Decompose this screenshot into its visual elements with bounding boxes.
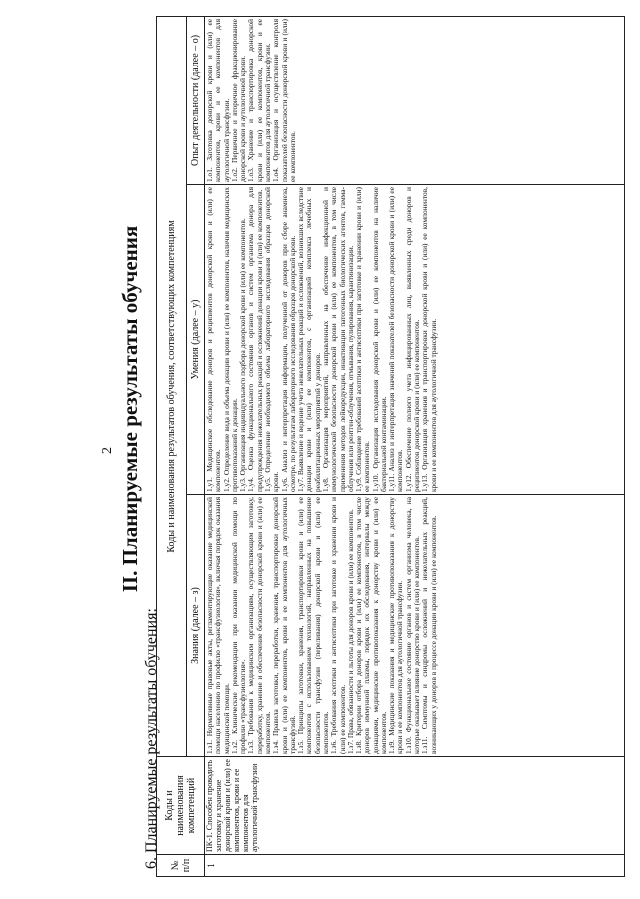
skill-item: 1.у13. Организация хранения и транспортировки донорской крови и (или) ее компонентов, крови и ее компонентов для аутологичной трансфузии. xyxy=(420,187,438,492)
skill-item: 1.у6. Анализ и интерпретация информации, полученной от доноров при сборе анамнеза, осмотре, по результатам лабораторного исследования образцов донорской крови. xyxy=(279,187,297,492)
header-competence-codes: Коды и наименования компетенций xyxy=(157,757,205,855)
header-knowledge: Знания (далее – з) xyxy=(187,495,205,757)
knowledge-item: 1.з11. Симптомы и синдромы осложнений и нежелательных реакций, возникающих у доноров в процессе донации крови и (или) ее компонентов. xyxy=(420,497,438,754)
learning-outcomes-table xyxy=(156,16,625,877)
skill-item: 1.у7. Выявление и ведение учета нежелательных реакций и осложнений, возникших вследствие донации крови и (или) ее компонентов, с организацией комплекса лечебных и реабилитационных мероприятий у доноров. xyxy=(296,187,322,492)
skill-item: 1.у3. Организация индивидуального подбора донорской крови и (или) ее компонентов. xyxy=(238,218,248,492)
skill-item: 1.у11. Анализ и интерпретация значений показателей безопасности донорской крови и (или) ее компонентов. xyxy=(387,187,405,492)
skill-item: 1.у10. Организация исследования донорской крови и (или) ее компонентов на наличие бактериальной контаминации. xyxy=(370,187,388,492)
subsection-title: 6. Планируемые результаты обучения: xyxy=(143,608,160,869)
page-number: 2 xyxy=(100,447,115,454)
competence-cell: ПК-1. Способен проводить заготовку и хранение донорской крови и (или) ее компонентов, крови и ее компонентов для аутологичной трансфузии xyxy=(205,757,625,855)
skill-item: 1.у4. Оценка функционального состояния органов и систем организма донора для предупреждения нежелательных реакций и осложнений донации крови и (или) ее компонентов. xyxy=(246,187,264,492)
knowledge-item: 1.з1. Нормативные правовые акты, регламентирующие оказание медицинской помощи населению по профилю «трансфузиология», включая порядок оказания медицинской помощи. xyxy=(205,497,231,754)
knowledge-item: 1.з9. Медицинские показания и медицинские противопоказания к донорству крови и ее компонентов для аутологичной трансфузии. xyxy=(387,497,405,754)
knowledge-item: 1.з2. Клинические рекомендации при оказании медицинской помощи по профилю «трансфузиология». xyxy=(229,497,248,754)
skill-item: 1.у2. Определение вида и объема донации крови и (или) ее компонентов, наличия медицинских противопоказаний к донации. xyxy=(221,187,239,492)
knowledge-item: 1.з7. Права, обязанности и льготы для доноров крови и (или) ее компонентов. xyxy=(345,509,355,754)
skill-item: 1.у5. Определение необходимого объема лабораторного исследования образцов донорской крови. xyxy=(262,187,281,492)
experience-item: 1.о1. Заготовка донорской крови и (или) ее компонентов, крови и ее компонентов для аутологичной трансфузии. xyxy=(205,18,231,182)
header-num: № п/п xyxy=(157,855,205,877)
header-skills: Умения (далее – у) xyxy=(187,185,205,495)
knowledge-item: 1.з6. Требования асептики и антисептики при заготовке и хранении крови и (или) ее компонентов. xyxy=(329,497,347,754)
row-number: 1 xyxy=(205,855,625,877)
knowledge-item: 1.з5. Принципы заготовки, хранения, транспортировки крови и (или) ее компонентов с использованием технологий, направленных на повышение безопасности трансфузии (переливания) донорской крови и (или) ее компонентов. xyxy=(296,497,330,754)
skill-item: 1.у1. Медицинское обследование доноров и реципиентов донорской крови и (или) ее компонентов. xyxy=(205,187,223,492)
knowledge-item: 1.з8. Критерии отбора доноров крови и (или) ее компонентов, в том числе доноров иммунной плазмы, порядок их обследования, интервалы между донациями, медицинские противопоказания к донорству крови и (или) ее компонентов. xyxy=(354,497,388,754)
experience-item: 1.о2. Первичное и вторичное фракционирование донорской крови и аутологичной крови. xyxy=(229,18,248,182)
experience-item: 1.о3. Хранение и транспортировка донорской крови и (или) ее компонентов, крови и ее компонентов для аутологичной трансфузии. xyxy=(246,18,272,182)
section-title: II. Планируемые результаты обучения xyxy=(118,225,142,593)
skill-item: 1.у12. Обеспечение полного учета инфицированных лиц, выявленных среди доноров и реципиентов донорской крови и (или) ее компонентов. xyxy=(403,187,422,492)
header-result-codes: Коды и наименования результатов обучения, соответствующих компетенциям xyxy=(157,16,187,756)
header-experience: Опыт деятельности (далее – о) xyxy=(187,16,205,184)
experience-item: 1.о4. Организация и осуществление контроля показателей безопасности донорской крови и (или) ее компонентов. xyxy=(271,18,297,182)
knowledge-item: 1.з3. Требования к медицинским организациям, осуществляющим заготовку, переработку, хранение и обеспечение безопасности донорской крови и (или) ее компонентов. xyxy=(246,497,272,754)
knowledge-cell xyxy=(205,495,625,757)
skill-item: 1.у8. Организация мероприятий, направленных на обеспечение инфекционной и иммунологической безопасности донорской крови и (или) ее компонентов, в том числе применения методов лейкоредукции, инактивации патогенных биологических агентов, гамма-облучения или рентген-облучения, отмывания, пулирования, карантинизации. xyxy=(320,187,355,492)
knowledge-item: 1.з10. Функциональное состояние органов и систем организма человека, на которые оказывает влияние донорство крови и (или) ее компонентов. xyxy=(403,497,422,754)
knowledge-item: 1.з4. Правила заготовки, переработки, хранения, транспортировки донорской крови и (или) ее компонентов, крови и ее компонентов для аутологичных трансфузий. xyxy=(271,497,297,754)
experience-cell xyxy=(205,16,625,184)
skill-item: 1.у9. Соблюдение требований асептики и антисептики при заготовке и хранении крови и (или) ее компонентов. xyxy=(354,187,372,492)
skills-cell xyxy=(205,185,625,495)
